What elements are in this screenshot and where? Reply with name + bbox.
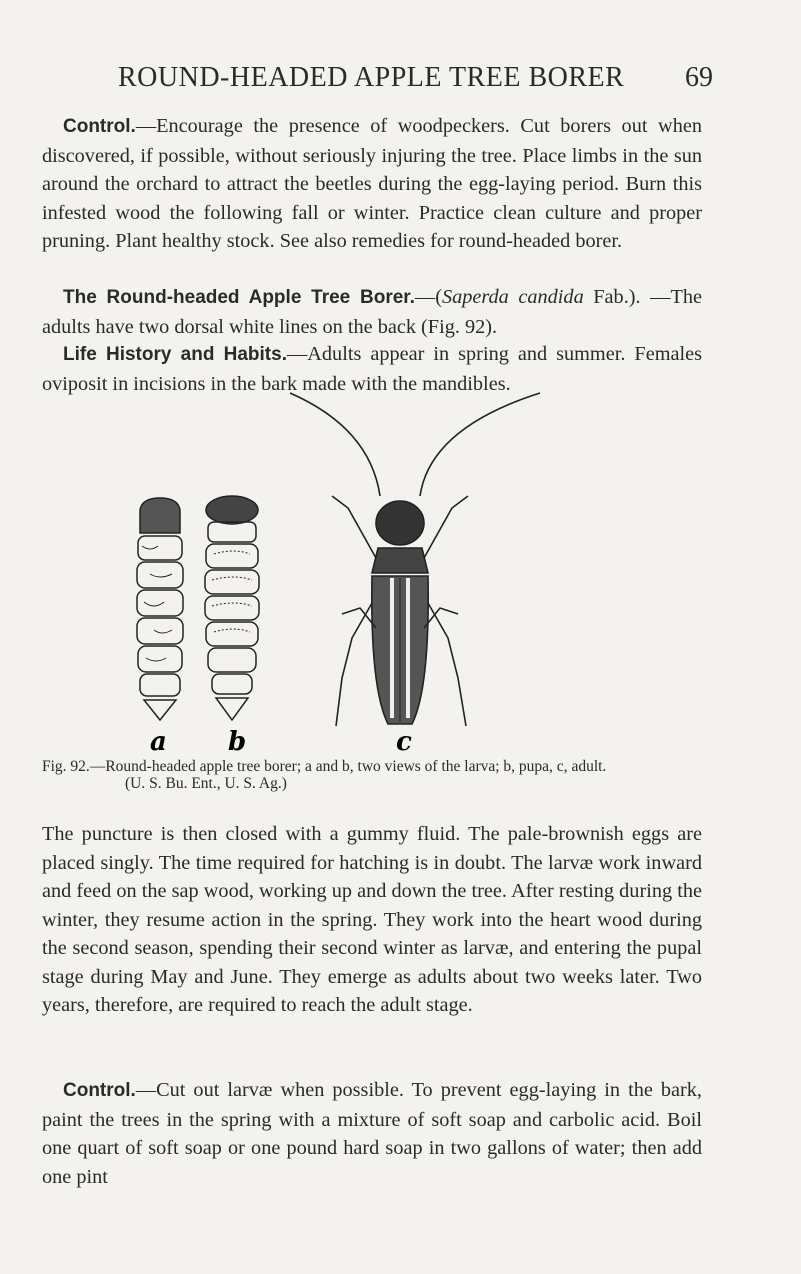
larva-b-drawing <box>205 496 259 720</box>
author-citation: Fab.). <box>583 286 641 308</box>
life-history-heading: Life History and Habits. <box>63 344 287 365</box>
larva-a-drawing <box>137 498 183 720</box>
paragraph-text: —Encourage the presence of woodpeckers. Cut borers out when discovered, if possible, without seriously injuring the tree. Place limbs in the sun around the orchard to attract the beetles during the egg-laying period. Burn this infested wood the following fall or winter. Practice clean culture and proper pruning. Plant healthy stock. See also remedies for round-headed borer. <box>42 115 702 252</box>
paragraph-puncture <box>42 820 702 1020</box>
paragraph-text: —The adults have two dorsal white lines on the back (Fig. 92). <box>42 286 702 338</box>
page-number: 69 <box>685 62 713 93</box>
dash: —( <box>414 286 442 308</box>
scientific-name: Saperda candida <box>441 286 584 308</box>
paragraph-control-2 <box>42 1076 702 1191</box>
borer-illustration <box>120 388 680 758</box>
paragraph-control-1 <box>42 112 702 256</box>
paragraph-text: —Cut out larvæ when possible. To prevent egg-laying in the bark, paint the trees in the spring with a mixture of soft soap and carbolic acid. Boil one quart of soft soap or one pound hard soap in two gallons of water; then add one pint <box>42 1079 702 1188</box>
running-head: ROUND-HEADED APPLE TREE BORER <box>118 62 625 93</box>
caption-source: (U. S. Bu. Ent., U. S. Ag.) <box>125 775 287 792</box>
figure-92 <box>120 388 680 758</box>
figure-label-b: b <box>228 727 247 757</box>
paragraph-text: The puncture is then closed with a gummy fluid. The pale-brownish eggs are placed singly. The time required for hatching is in doubt. The larvæ work inward and feed on the sap wood, working up and down the tree. After resting during the winter, they resume action in the spring. They work into the heart wood during the second season, spending their second winter as larvæ, and entering the pupal stage during May and June. They emerge as adults about two weeks later. Two years, therefore, are required to reach the adult stage. <box>42 823 702 1016</box>
species-heading: The Round-headed Apple Tree Borer. <box>63 287 415 308</box>
adult-beetle-drawing <box>290 393 540 726</box>
caption-text: —Round-headed apple tree borer; a and b, two views of the larva; b, pupa, c, adult. <box>89 758 607 775</box>
paragraph-species-heading <box>42 283 702 341</box>
figure-label-a: a <box>150 727 167 757</box>
control-heading-1: Control. <box>63 116 136 137</box>
figure-caption <box>42 758 772 792</box>
control-heading-2: Control. <box>63 1080 136 1101</box>
figure-label-c: c <box>396 727 412 757</box>
paragraph-text: —Adults appear in spring and summer. Females oviposit in incisions in the bark made with the mandibles. <box>42 343 702 395</box>
caption-label: Fig. 92. <box>42 758 90 775</box>
page-header <box>118 62 713 102</box>
